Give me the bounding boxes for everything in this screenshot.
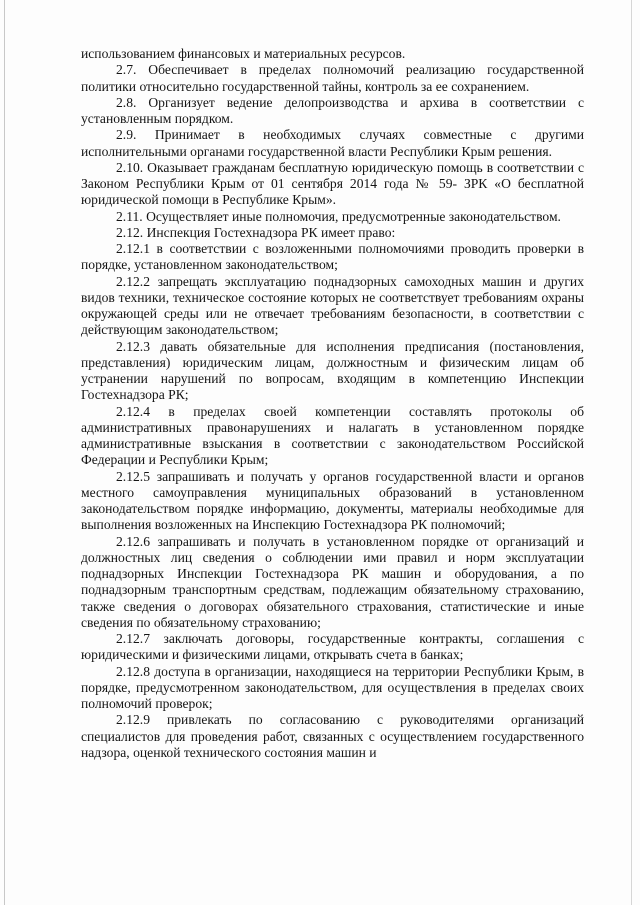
paragraph-2-8: 2.8. Организует ведение делопроизводства и архива в соответствии с установленным порядком. (81, 94, 584, 126)
paragraph-2-12-9: 2.12.9 привлекать по согласованию с руководителями организаций специалистов для проведения работ, связанных с осуществлением государственного надзора, оценкой технического состояния машин и (81, 712, 584, 760)
paragraph-2-12-7: 2.12.7 заключать договоры, государственные контракты, соглашения с юридическими и физическими лицами, открывать счета в банках; (81, 631, 584, 663)
paragraph-2-9: 2.9. Принимает в необходимых случаях совместные с другими исполнительными органами государственной власти Республики Крым решения. (81, 127, 584, 159)
paragraph-2-12-6: 2.12.6 запрашивать и получать в установленном порядке от организаций и должностных лиц сведения о соблюдении ими правил и норм эксплуатации поднадзорных Инспекции Гостехнадзора РК машин и оборудования, а по поднадзорным транспортным средствам, подлежащим обязательному страхованию, также сведения о договорах обязательного страхования, статистические и иные сведения по обязательному страхованию; (81, 533, 584, 630)
document-body (81, 46, 584, 761)
paragraph-2-12-2: 2.12.2 запрещать эксплуатацию поднадзорных самоходных машин и других видов техники, техническое состояние которых не соответствует требованиям охраны окружающей среды или не отвечает требованиям безопасности, в соответствии с действующим законодательством; (81, 273, 584, 338)
paragraph-2-7: 2.7. Обеспечивает в пределах полномочий реализацию государственной политики относительно государственной тайны, контроль за ее сохранением. (81, 62, 584, 94)
paragraph-2-12-4: 2.12.4 в пределах своей компетенции составлять протоколы об административных правонарушениях и налагать в установленном порядке административные взыскания в соответствии с законодательством Российской Федерации и Республики Крым; (81, 403, 584, 468)
paragraph-2-12-5: 2.12.5 запрашивать и получать у органов государственной власти и органов местного самоуправления муниципальных образований в установленном законодательством порядке информацию, документы, материалы необходимые для выполнения возложенных на Инспекцию Гостехнадзора РК полномочий; (81, 468, 584, 533)
paragraph-2-12: 2.12. Инспекция Гостехнадзора РК имеет право: (116, 224, 396, 240)
scan-edge-right (631, 0, 632, 905)
scan-edge-left (4, 0, 5, 905)
paragraph-2-10: 2.10. Оказывает гражданам бесплатную юридическую помощь в соответствии с Законом Республики Крым от 01 сентября 2014 года № 59- ЗРК «О бесплатной юридической помощи в Республике Крым». (81, 159, 584, 208)
paragraph-2-12-1: 2.12.1 в соответствии с возложенными полномочиями проводить проверки в порядке, установленном законодательством; (81, 241, 584, 273)
paragraph-2-12-3: 2.12.3 давать обязательные для исполнения предписания (постановления, представления) юридическим лицам, должностным и физическим лицам об устранении нарушений по вопросам, входящим в компетенцию Инспекции Гостехнадзора РК; (81, 338, 584, 403)
paragraph-continuation: использованием финансовых и материальных ресурсов. (81, 46, 406, 61)
paragraph-2-11: 2.11. Осуществляет иные полномочия, предусмотренные законодательством. (116, 208, 561, 224)
paragraph-2-12-8: 2.12.8 доступа в организации, находящиеся на территории Республики Крым, в порядке, предусмотренном законодательством, для осуществления в пределах своих полномочий проверок; (81, 663, 584, 711)
